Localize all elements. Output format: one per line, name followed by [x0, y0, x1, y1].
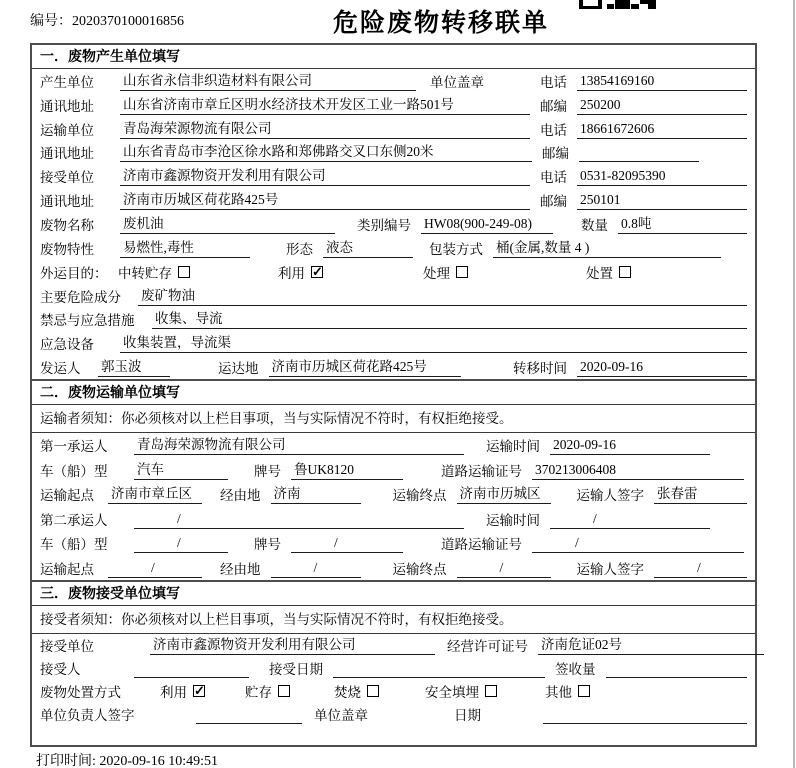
- field-label: 发运人: [40, 361, 81, 377]
- zip-value: 250200: [577, 95, 747, 115]
- phone-label: 电话: [540, 74, 567, 90]
- receiver-notice: 接受者须知：你必须核对以上栏目事项，当与实际情况不符时，有权拒绝接受。: [32, 606, 755, 634]
- end-label: 运输终点: [392, 561, 447, 577]
- option-utilize: [278, 262, 323, 282]
- option-label: 处理: [423, 265, 450, 281]
- field-label: 应急设备: [40, 337, 94, 353]
- section2-header: 二．废物运输单位填写: [32, 381, 755, 405]
- via-value: 济南: [271, 484, 361, 504]
- qty-value: 0.8吨: [618, 214, 747, 234]
- option-label: 其他: [545, 685, 572, 701]
- equipment-value: 收集装置，导流渠: [120, 333, 747, 353]
- row-transfer-purpose: [32, 260, 755, 284]
- carrier-value: /: [134, 509, 464, 529]
- transfer-date-label: 转移时间: [513, 361, 567, 377]
- option-treat: [423, 262, 468, 282]
- via-label: 经由地: [220, 488, 261, 504]
- field-label: 接受单位: [40, 639, 94, 655]
- row-vehicle1: [32, 457, 755, 482]
- address-value: 山东省济南市章丘区明水经济技术开发区工业一路501号: [120, 95, 530, 115]
- qr-code-icon: [578, 0, 658, 10]
- option-landfill: [425, 681, 497, 701]
- row-first-carrier: [32, 433, 755, 458]
- carrier-sign-label: 运输人签字: [576, 488, 644, 504]
- road-permit-label: 道路运输证号: [441, 463, 522, 479]
- row-head-signature: [32, 703, 755, 726]
- checkbox-treat: [456, 266, 468, 278]
- row-waste-character: [32, 236, 755, 260]
- taboo-value: 收集、导流: [152, 309, 747, 329]
- field-label: 通讯地址: [40, 146, 94, 162]
- zip-value: [579, 142, 699, 162]
- field-label: 运输单位: [40, 122, 94, 138]
- head-sign-value: [196, 704, 302, 724]
- option-storage: [245, 681, 290, 701]
- document-header: [0, 0, 796, 43]
- checkbox-dispose: [619, 266, 631, 278]
- zip-label: 邮编: [542, 146, 569, 162]
- via-value: /: [271, 558, 361, 578]
- row-vehicle2: [32, 531, 755, 556]
- unit-seal-label: 单位盖章: [314, 708, 368, 724]
- option-label: 贮存: [245, 685, 272, 701]
- zip-label: 邮编: [540, 194, 567, 210]
- option-dispose: [586, 262, 631, 282]
- phone-label: 电话: [540, 122, 567, 138]
- field-label: 车（船）型: [40, 537, 108, 553]
- row-shipper: [32, 355, 755, 379]
- section-producer: [32, 45, 755, 379]
- phone-value: 13854169160: [577, 71, 747, 91]
- checkbox-landfill: [485, 685, 497, 697]
- field-label: 废物名称: [40, 217, 94, 233]
- address-value: 山东省青岛市李沧区徐水路和郑佛路交叉口东侧20米: [120, 142, 532, 162]
- recipient-value: [134, 658, 249, 678]
- dest-value: 济南市历城区荷花路425号: [269, 357, 461, 377]
- zip-label: 邮编: [540, 98, 567, 114]
- field-label: 废物特性: [40, 241, 94, 257]
- receive-unit-value: 济南市鑫源物资开发利用有限公司: [150, 635, 435, 655]
- row-route2: [32, 555, 755, 580]
- carrier-value: 青岛海荣源物流有限公司: [134, 435, 464, 455]
- road-permit-label: 道路运输证号: [441, 537, 522, 553]
- dest-label: 运达地: [218, 361, 259, 377]
- vehicle-value: 汽车: [134, 460, 228, 480]
- option-utilize: [160, 681, 205, 701]
- category-label: 类别编号: [357, 217, 411, 233]
- hazard-value: 废矿物油: [138, 286, 747, 306]
- row-taboo-measures: [32, 307, 755, 331]
- date-label: 日期: [454, 708, 481, 724]
- row-disposal-method: [32, 680, 755, 703]
- field-label: 单位负责人签字: [40, 708, 135, 724]
- row-transporter: [32, 117, 755, 141]
- plate-label: 牌号: [254, 463, 281, 479]
- row-receiver: [32, 164, 755, 188]
- row-receive-unit: [32, 634, 755, 657]
- end-label: 运输终点: [392, 488, 447, 504]
- serial-number: [30, 10, 184, 30]
- zip-value: 250101: [577, 190, 747, 210]
- transporter-notice: 运输者须知：你必须核对以上栏目事项，当与实际情况不符时，有权拒绝接受。: [32, 405, 755, 433]
- qty-label: 数量: [581, 217, 608, 233]
- road-permit-value: /: [532, 533, 744, 553]
- row-route1: [32, 482, 755, 507]
- serial-label: 编号：: [30, 14, 72, 29]
- section-receiver: [32, 580, 755, 726]
- field-label: 运输起点: [40, 561, 94, 577]
- field-label: 外运目的：: [40, 265, 108, 281]
- print-time-label: 打印时间:: [36, 754, 100, 768]
- transporter-value: 青岛海荣源物流有限公司: [120, 119, 530, 139]
- transfer-date-value: 2020-09-16: [577, 357, 747, 377]
- form-box: [30, 43, 757, 747]
- row-recipient: [32, 657, 755, 680]
- row-waste-name: [32, 212, 755, 236]
- transport-time-value: 2020-09-16: [550, 435, 710, 455]
- seal-label: 单位盖章: [430, 74, 484, 90]
- checkbox-transit-storage: [178, 266, 190, 278]
- waste-name-value: 废机油: [120, 214, 335, 234]
- option-label: 利用: [160, 685, 187, 701]
- option-transit-storage: [118, 262, 190, 282]
- receiver-value: 济南市鑫源物资开发利用有限公司: [120, 166, 530, 186]
- receipt-qty-label: 签收量: [555, 662, 596, 678]
- transport-time-label: 运输时间: [486, 512, 540, 528]
- receipt-qty-value: [606, 658, 748, 678]
- row-producer-address: [32, 93, 755, 117]
- checkbox-incinerate: [367, 685, 379, 697]
- row-hazard-component: [32, 284, 755, 308]
- phone-value: 18661672606: [577, 119, 747, 139]
- carrier-sign-value: 张春雷: [654, 484, 747, 504]
- phone-value: 0531-82095390: [577, 166, 747, 186]
- row-second-carrier: [32, 506, 755, 531]
- field-label: 产生单位: [40, 74, 94, 90]
- packing-value: 桶(金属,数量 4 ): [493, 238, 721, 258]
- checkbox-storage: [278, 685, 290, 697]
- print-time-value: 2020-09-16 10:49:51: [99, 754, 218, 768]
- print-time: [36, 750, 796, 768]
- form-value: 液态: [323, 238, 413, 258]
- producer-value: 山东省永信非织造材料有限公司: [120, 71, 416, 91]
- option-label: 利用: [278, 265, 305, 281]
- field-label: 第二承运人: [40, 512, 108, 528]
- packing-label: 包装方式: [429, 241, 483, 257]
- receive-date-label: 接受日期: [269, 662, 323, 678]
- row-producer: [32, 69, 755, 93]
- field-label: 车（船）型: [40, 463, 108, 479]
- option-label: 安全填埋: [425, 685, 479, 701]
- character-value: 易燃性,毒性: [120, 238, 250, 258]
- row-receiver-address: [32, 188, 755, 212]
- option-label: 中转贮存: [118, 265, 172, 281]
- transport-time-label: 运输时间: [486, 439, 540, 455]
- section3-header: 三．废物接受单位填写: [32, 582, 755, 606]
- option-label: 焚烧: [334, 685, 361, 701]
- field-label: 运输起点: [40, 488, 94, 504]
- start-value: /: [108, 558, 202, 578]
- license-value: 济南危证02号: [538, 635, 764, 655]
- section1-header: 一．废物产生单位填写: [32, 45, 755, 69]
- row-emergency-equipment: [32, 331, 755, 355]
- phone-label: 电话: [540, 170, 567, 186]
- option-label: 处置: [586, 265, 613, 281]
- start-value: 济南市章丘区: [108, 484, 202, 504]
- road-permit-value: 370213006408: [532, 460, 744, 480]
- field-label: 废物处置方式: [40, 685, 121, 701]
- field-label: 通讯地址: [40, 194, 94, 210]
- field-label: 通讯地址: [40, 98, 94, 114]
- transport-time-value: /: [550, 509, 710, 529]
- vehicle-value: /: [134, 533, 228, 553]
- plate-label: 牌号: [254, 537, 281, 553]
- page-title: 危险废物转移联单: [333, 9, 550, 37]
- checkbox-utilize: [193, 685, 205, 697]
- via-label: 经由地: [220, 561, 261, 577]
- page-right-edge: [793, 0, 795, 768]
- shipper-value: 郭玉波: [98, 357, 170, 377]
- license-label: 经营许可证号: [447, 639, 528, 655]
- carrier-sign-value: /: [654, 558, 747, 578]
- section-transporter: [32, 379, 755, 580]
- field-label: 接受单位: [40, 170, 94, 186]
- form-label: 形态: [286, 241, 313, 257]
- category-value: HW08(900-249-08): [421, 214, 553, 234]
- end-value: /: [457, 558, 551, 578]
- plate-value: /: [291, 533, 403, 553]
- checkbox-utilize: [311, 266, 323, 278]
- address-value: 济南市历城区荷花路425号: [120, 190, 530, 210]
- serial-value: 2020370100016856: [72, 14, 184, 29]
- option-incinerate: [334, 681, 379, 701]
- end-value: 济南市历城区: [457, 484, 551, 504]
- field-label: 主要危险成分: [40, 289, 121, 305]
- date-value: [543, 704, 747, 724]
- plate-value: 鲁UK8120: [291, 460, 403, 480]
- carrier-sign-label: 运输人签字: [576, 561, 644, 577]
- row-transporter-address: [32, 141, 755, 165]
- checkbox-other: [578, 685, 590, 697]
- field-label: 第一承运人: [40, 439, 108, 455]
- option-other: [545, 681, 590, 701]
- field-label: 接受人: [40, 662, 81, 678]
- field-label: 禁忌与应急措施: [40, 313, 135, 329]
- receive-date-value: [333, 658, 545, 678]
